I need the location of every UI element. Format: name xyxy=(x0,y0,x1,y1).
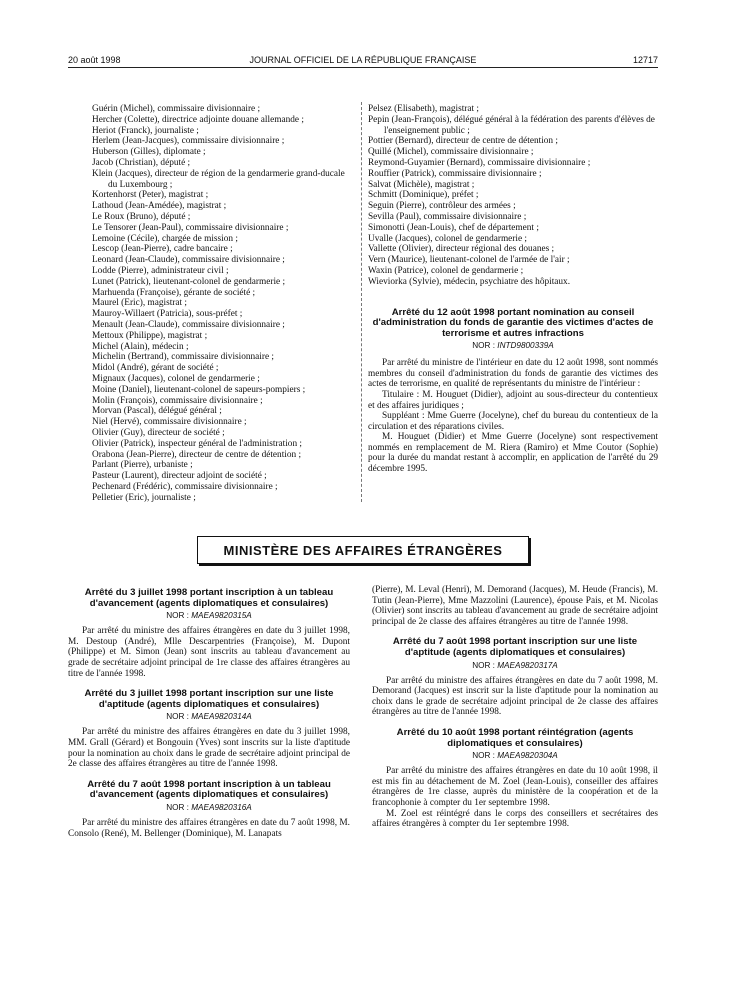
list-item: Michelin (Bertrand), commissaire divisionnaire ; xyxy=(92,352,275,363)
ministry-right-column xyxy=(372,585,658,830)
list-item: Midol (André), gérant de société ; xyxy=(92,363,219,374)
a5-nor: NOR : MAEA9820304A xyxy=(472,751,558,761)
list-item: Niel (Hervé), commissaire divisionnaire ; xyxy=(92,417,247,428)
list-item: Jacob (Christian), député ; xyxy=(92,157,191,168)
list-item: Heriot (Franck), journaliste ; xyxy=(92,125,199,136)
a4-text: Par arrêté du ministre des affaires étrangères en date du 7 août 1998, M. Demorand (Jacques) est inscrit sur la liste d'aptitude pour la nomination au choix dans le grade de secrétaire adjoint principal de 2e classe des affaires étrangères au titre de l'année 1998. xyxy=(372,675,658,718)
column-divider xyxy=(361,102,362,502)
list-item: Reymond-Guyamier (Bernard), commissaire divisionnaire ; xyxy=(368,157,591,168)
list-item: Simonotti (Jean-Louis), chef de département ; xyxy=(368,222,539,233)
nomination-list-left xyxy=(92,104,347,503)
list-item: Uvalle (Jacques), colonel de gendarmerie ; xyxy=(368,233,528,244)
header-date: 20 août 1998 xyxy=(68,55,121,65)
list-item: Klein (Jacques), directeur de région de la gendarmerie grand-ducale du Luxembourg ; xyxy=(92,168,345,190)
list-item: Herlem (Jean-Jacques), commissaire divisionnaire ; xyxy=(92,136,285,147)
list-item: Pasteur (Laurent), directeur adjoint de société ; xyxy=(92,471,267,482)
a3-title: Arrêté du 7 août 1998 portant inscription à un tableau d'avancement (agents diplomatiques et consulaires) xyxy=(87,778,331,801)
list-item: Lodde (Pierre), administrateur civil ; xyxy=(92,265,229,276)
a1-title: Arrêté du 3 juillet 1998 portant inscription à un tableau d'avancement (agents diplomatiques et consulaires) xyxy=(84,587,334,609)
header-journal-title: JOURNAL OFFICIEL DE LA RÉPUBLIQUE FRANÇAISE xyxy=(249,55,477,65)
list-item: Mauroy-Willaert (Patricia), sous-préfet ; xyxy=(92,309,243,320)
list-item: Lemoine (Cécile), chargée de mission ; xyxy=(92,233,238,244)
nomination-list-right-items xyxy=(368,104,658,288)
list-item: Huberson (Gilles), diplomate ; xyxy=(92,147,206,158)
list-item: Michel (Alain), médecin ; xyxy=(92,341,189,352)
list-item: Wieviorka (Sylvie), médecin, psychiatre des hôpitaux. xyxy=(368,276,571,287)
arrete-fonds-p2: Titulaire : M. Houguet (Didier), adjoint au sous-directeur du contentieux et des affaires juridiques ; xyxy=(368,389,658,411)
header-rule xyxy=(68,67,658,68)
list-item: Lathoud (Jean-Amédée), magistrat ; xyxy=(92,201,227,212)
arrete-fonds-p3: Suppléant : Mme Guerre (Jocelyne), chef du bureau du contentieux de la circulation et des réparations civiles. xyxy=(368,411,658,432)
a2-title: Arrêté du 3 juillet 1998 portant inscription sur une liste d'aptitude (agents diplomatiques et consulaires) xyxy=(84,688,334,710)
list-item: Pechenard (Frédéric), commissaire divisionnaire ; xyxy=(92,481,278,492)
list-item: Olivier (Patrick), inspecteur général de l'administration ; xyxy=(92,438,303,449)
list-item: Quillé (Michel), commissaire divisionnaire ; xyxy=(368,147,534,158)
a1-text: Par arrêté du ministre des affaires étrangères en date du 3 juillet 1998, M. Destoup (André), Mlle Descarpentries (Françoise), M. Dupont (Philippe) et M. Simon (Jean) sont inscrits au tableau d'avancement au grade de secrétaire adjoint principal de 1re classe des affaires étrangères au titre de l'année 1998. xyxy=(68,626,350,679)
list-item: Mignaux (Jacques), colonel de gendarmerie ; xyxy=(92,373,260,384)
list-item: Menault (Jean-Claude), commissaire divisionnaire ; xyxy=(92,319,285,330)
a3-continuation: (Pierre), M. Leval (Henri), M. Demorand (Jacques), M. Heude (Francis), M. Tutin (Jean-Pierre), Mme Mazzolini (Laurence), épouse Pais, et M. Nicolas (Olivier) sont inscrits au tableau d'avancement au grade de secrétaire adjoint principal de 2e classe des affaires étrangères au titre de l'année 1998. xyxy=(372,585,658,627)
list-item: Orabona (Jean-Pierre), directeur de centre de détention ; xyxy=(92,449,302,460)
list-item: Lescop (Jean-Pierre), cadre bancaire ; xyxy=(92,244,233,255)
a3-text: Par arrêté du ministre des affaires étrangères en date du 7 août 1998, M. Consolo (René), M. Bellenger (Dominique), M. Lanapats xyxy=(68,817,350,839)
a4-title: Arrêté du 7 août 1998 portant inscription sur une liste d'aptitude (agents diplomatiques et consulaires) xyxy=(392,636,638,658)
list-item: Waxin (Patrice), colonel de gendarmerie ; xyxy=(368,265,524,276)
list-item: Schmitt (Dominique), préfet ; xyxy=(368,190,479,201)
list-item: Rouffier (Patrick), commissaire divisionnaire ; xyxy=(368,168,542,179)
arrete-fonds-p1: Par arrêté du ministre de l'intérieur en date du 12 août 1998, sont nommés membres du conseil d'administration du fonds de garantie des victimes des actes de terrorisme, en qualité de représentants du ministre de l'intérieur : xyxy=(368,358,658,390)
ministry-heading: MINISTÈRE DES AFFAIRES ÉTRANGÈRES xyxy=(197,536,529,564)
list-item: Le Roux (Bruno), député ; xyxy=(92,211,191,222)
list-item: Morvan (Pascal), délégué général ; xyxy=(92,406,222,417)
a5-title: Arrêté du 10 août 1998 portant réintégration (agents diplomatiques et consulaires) xyxy=(396,726,634,749)
list-item: Parlant (Pierre), urbaniste ; xyxy=(92,460,193,471)
list-item: Le Tensorer (Jean-Paul), commissaire divisionnaire ; xyxy=(92,222,289,233)
list-item: Seguin (Pierre), contrôleur des armées ; xyxy=(368,201,516,212)
a3-nor: NOR : MAEA9820316A xyxy=(166,802,252,812)
a2-text: Par arrêté du ministre des affaires étrangères en date du 3 juillet 1998, MM. Grall (Gérard) et Bongouin (Yves) sont inscrits sur la liste d'aptitude pour la nomination au choix dans le grade de secrétaire adjoint principal de 2e classe des affaires étrangères au titre de l'année 1998. xyxy=(68,727,350,770)
header-page-number: 12717 xyxy=(632,55,658,65)
a5-text: Par arrêté du ministre des affaires étrangères en date du 10 août 1998, il est mis fin au détachement de M. Zoel (Jean-Louis), conseiller des affaires étrangères de 1re classe, auprès du ministère de la coopération et de la francophonie à compter du 1er septembre 1998. xyxy=(372,766,658,808)
ministry-left-column xyxy=(68,588,350,839)
list-item: Hercher (Colette), directrice adjointe douane allemande ; xyxy=(92,114,304,125)
arrete-fonds-title: Arrêté du 12 août 1998 portant nomination au conseil d'administration du fonds de garantie des victimes d'actes de terrorisme et autres infractions xyxy=(372,306,654,339)
list-item: Pelsez (Elisabeth), magistrat ; xyxy=(368,104,480,114)
a4-nor: NOR : MAEA9820317A xyxy=(472,660,558,670)
list-item: Olivier (Guy), directeur de société ; xyxy=(92,427,225,438)
list-item: Vern (Maurice), lieutenant-colonel de l'armée de l'air ; xyxy=(368,255,570,266)
list-item: Pelletier (Eric), journaliste ; xyxy=(92,492,196,503)
arrete-fonds-p4: M. Houguet (Didier) et Mme Guerre (Jocelyne) sont respectivement nommés en remplacement de M. Riera (Ramiro) et Mme Coutor (Sophie) pour la durée du mandat restant à accomplir, en application de l'arrêté du 29 décembre 1995. xyxy=(368,432,658,475)
list-item: Sevilla (Paul), commissaire divisionnaire ; xyxy=(368,211,527,222)
list-item: Pepin (Jean-François), délégué général à la fédération des parents d'élèves de l'enseignement public ; xyxy=(368,114,655,136)
list-item: Kortenhorst (Peter), magistrat ; xyxy=(92,190,209,201)
list-item: Moine (Daniel), lieutenant-colonel de sapeurs-pompiers ; xyxy=(92,384,306,395)
list-item: Lunet (Patrick), lieutenant-colonel de gendarmerie ; xyxy=(92,276,286,287)
list-item: Marhuenda (Françoise), gérante de société ; xyxy=(92,287,256,298)
list-item: Maurel (Eric), magistrat ; xyxy=(92,298,187,309)
list-item: Molin (François), commissaire divisionnaire ; xyxy=(92,395,263,406)
list-item: Mettoux (Philippe), magistrat ; xyxy=(92,330,208,341)
arrete-fonds-nor: NOR : INTD9800339A xyxy=(472,341,554,351)
a5-text2: M. Zoel est réintégré dans le corps des conseillers et secrétaires des affaires étrangères à compter du 1er septembre 1998. xyxy=(372,808,658,830)
a2-nor: NOR : MAEA9820314A xyxy=(166,712,252,722)
list-item: Vallette (Olivier), directeur régional des douanes ; xyxy=(368,244,555,255)
list-item: Pottier (Bernard), directeur de centre de détention ; xyxy=(368,136,558,147)
list-item: Leonard (Jean-Claude), commissaire divisionnaire ; xyxy=(92,255,285,266)
list-item: Salvat (Michèle), magistrat ; xyxy=(368,179,475,190)
nomination-list-right xyxy=(368,104,658,475)
a1-nor: NOR : MAEA9820315A xyxy=(166,611,252,621)
list-item: Guérin (Michel), commissaire divisionnaire ; xyxy=(92,104,261,114)
